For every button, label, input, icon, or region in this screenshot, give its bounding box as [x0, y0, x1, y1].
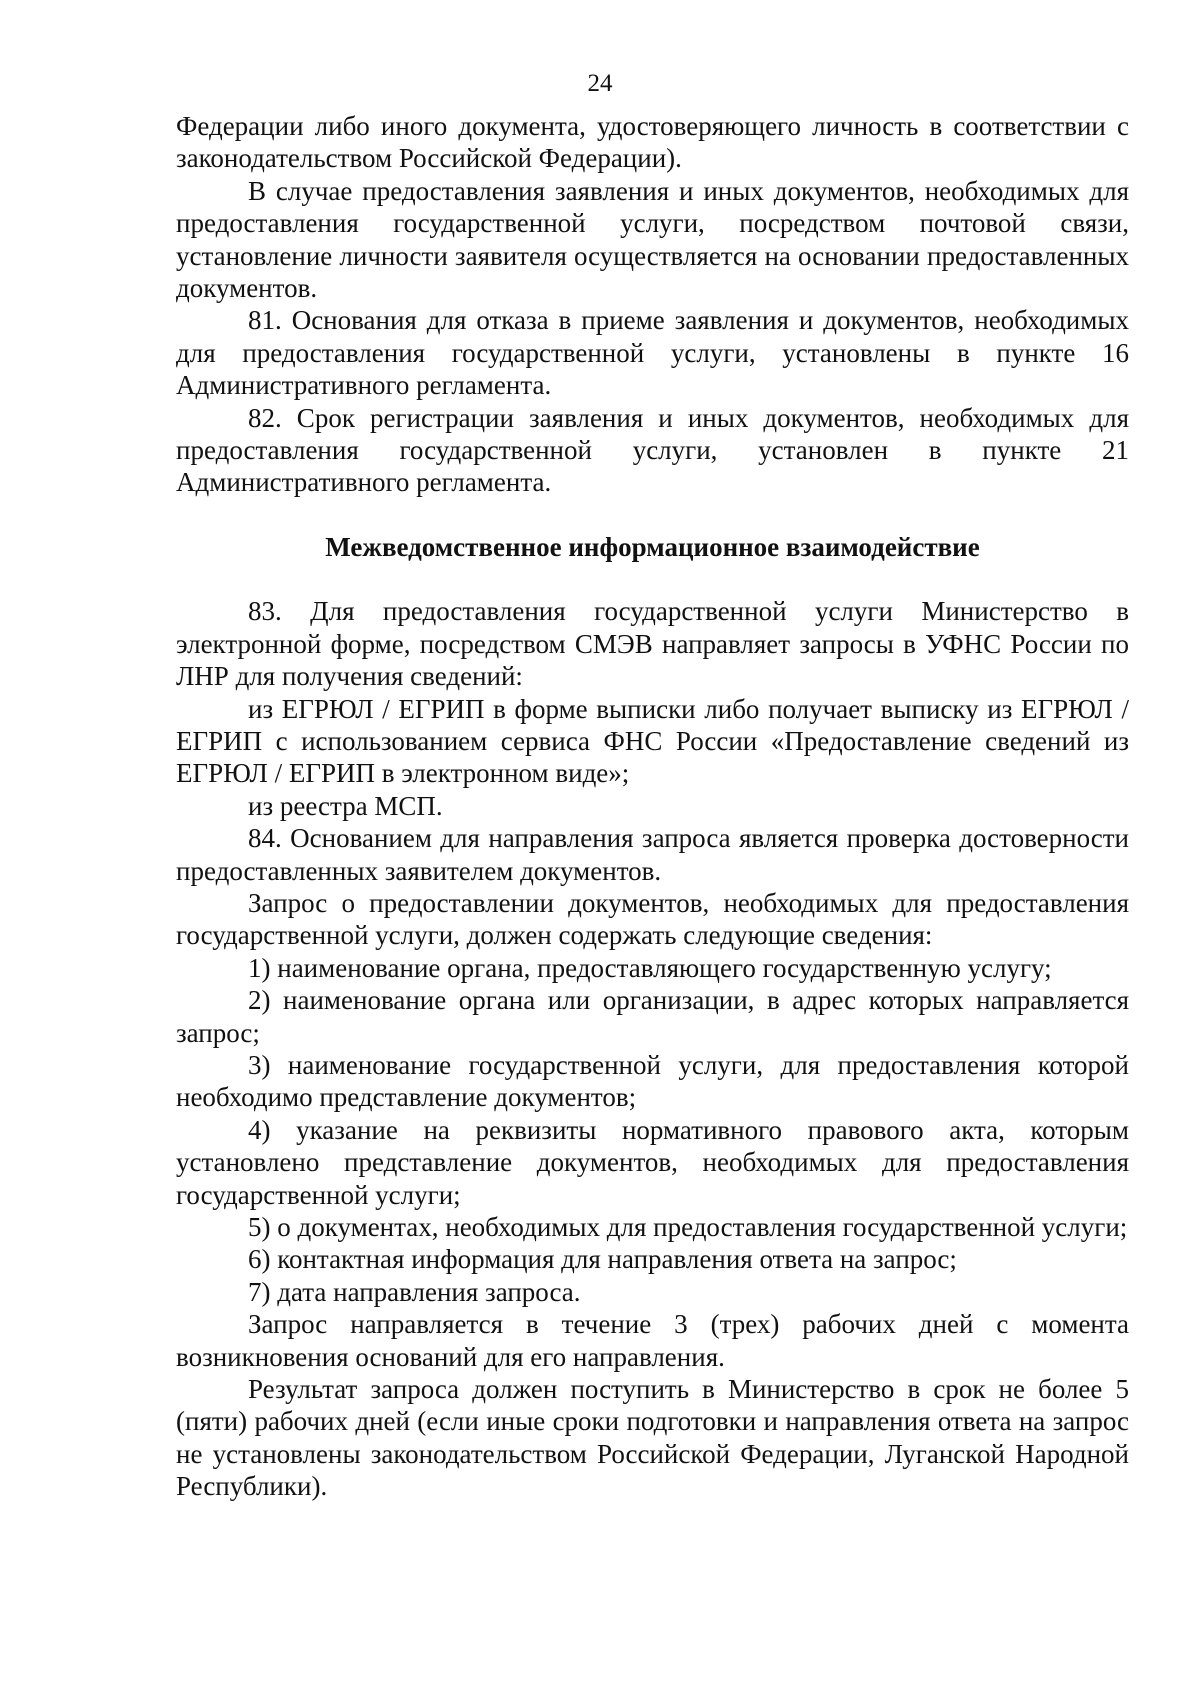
paragraph-postal-identification: В случае предоставления заявления и иных документов, необходимых для предоставления государственной услуги, посредством почтовой связи, установление личности заявителя осуществляется на основании предоставленных документов.: [176, 175, 1129, 304]
list-item: 4) указание на реквизиты нормативного правового акта, которым установлено представление документов, необходимых для предоставления государственной услуги;: [176, 1114, 1129, 1210]
paragraph-request-content: Запрос о предоставлении документов, необходимых для предоставления государственной услуги, должен содержать следующие сведения:: [176, 887, 1129, 951]
paragraph-81-refusal-grounds: 81. Основания для отказа в приеме заявления и документов, необходимых для предоставления государственной услуги, установлены в пункте 16 Административного регламента.: [176, 305, 1129, 401]
paragraph-84-request-basis: 84. Основанием для направления запроса является проверка достоверности предоставленных заявителем документов.: [176, 823, 1129, 886]
section-heading: Межведомственное информационное взаимодействие: [325, 531, 980, 562]
paragraph-82-registration-term: 82. Срок регистрации заявления и иных документов, необходимых для предоставления государственной услуги, установлен в пункте 21 Административного регламента.: [176, 402, 1129, 498]
list-item: 5) о документах, необходимых для предоставления государственной услуги;: [248, 1212, 1128, 1242]
paragraph-83-egrul: из ЕГРЮЛ / ЕГРИП в форме выписки либо получает выписку из ЕГРЮЛ / ЕГРИП с использованием сервиса ФНС России «Предоставление сведений из ЕГРЮЛ / ЕГРИП в электронном виде»;: [176, 693, 1129, 789]
list-item: 7) дата направления запроса.: [248, 1276, 581, 1307]
paragraph-continuation: Федерации либо иного документа, удостоверяющего личность в соответствии с законодательством Российской Федерации).: [176, 111, 1129, 174]
list-item: 1) наименование органа, предоставляющего государственную услугу;: [248, 952, 1052, 983]
page-number: 24: [587, 70, 613, 97]
paragraph-83-requests: 83. Для предоставления государственной услуги Министерство в электронной форме, посредством СМЭВ направляет запросы в УФНС России по ЛНР для получения сведений:: [176, 596, 1129, 692]
paragraph-request-deadline: Запрос направляется в течение 3 (трех) рабочих дней с момента возникновения оснований для его направления.: [176, 1309, 1129, 1372]
paragraph-result-deadline: Результат запроса должен поступить в Министерство в срок не более 5 (пяти) рабочих дней (если иные сроки подготовки и направления ответа на запрос не установлены законодательством Российской Федерации, Луганской Народной Республики).: [176, 1374, 1129, 1502]
list-item: 3) наименование государственной услуги, для предоставления которой необходимо представление документов;: [176, 1049, 1129, 1113]
list-item: 6) контактная информация для направления ответа на запрос;: [248, 1244, 957, 1275]
document-body: [176, 110, 1129, 1503]
list-item: 2) наименование органа или организации, в адрес которых направляется запрос;: [176, 985, 1129, 1048]
paragraph-83-msp-registry: из реестра МСП.: [248, 790, 443, 821]
